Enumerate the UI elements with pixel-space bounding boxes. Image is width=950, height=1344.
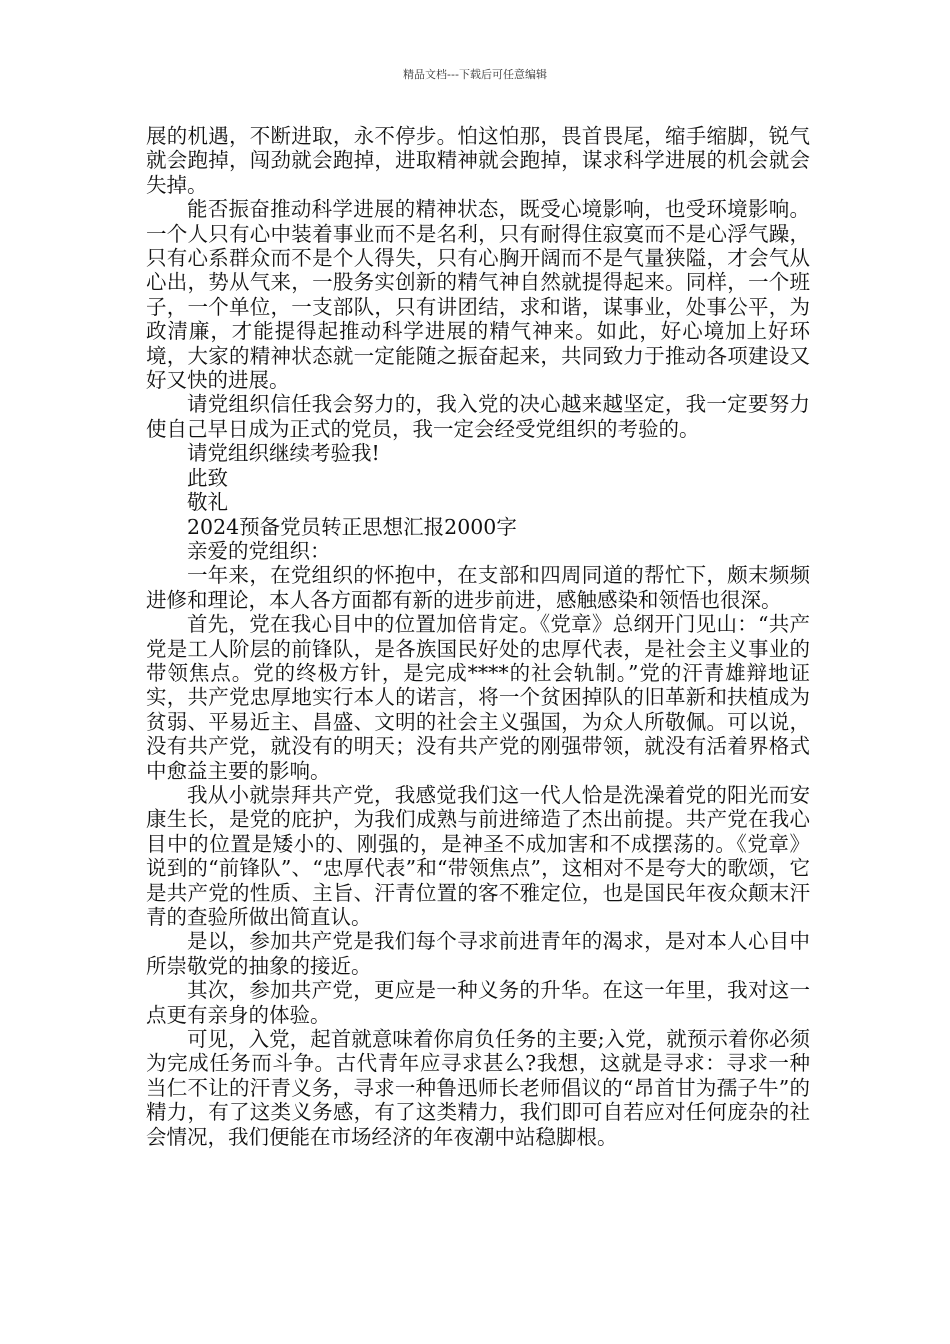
greeting: 亲爱的党组织： bbox=[187, 538, 331, 563]
paragraph: 我从小就崇拜共产党，我感觉我们这一代人恰是洗澡着党的阳光而安康生长，是党的庇护，为我们成熟与前进缔造了杰出前提。共产党在我心目中的位置是矮小的、刚强的，是神圣不成加害和不成摆荡的。《党章》说到的“前锋队”、“忠厚代表”和“带领焦点”，这相对不是夸大的歌颂，它是共产党的性质、主旨、汗青位置的客不雅定位，也是国民年夜众颠末汗青的查验所做出简直认。 bbox=[146, 782, 810, 929]
paragraph: 是以，参加共产党是我们每个寻求前进青年的渴求，是对本人心目中所崇敬党的抽象的接近。 bbox=[146, 929, 810, 978]
document-body bbox=[146, 124, 810, 1149]
paragraph: 一年来，在党组织的怀抱中，在支部和四周同道的帮忙下，颇末频频进修和理论，本人各方面都有新的进步前进，感触感染和领悟也很深。 bbox=[146, 563, 810, 612]
closing-salutation: 敬礼 bbox=[187, 490, 228, 515]
paragraph: 展的机遇，不断进取，永不停步。怕这怕那，畏首畏尾，缩手缩脚，锐气就会跑掉，闯劲就会跑掉，进取精神就会跑掉，谋求科学进展的机会就会失掉。 bbox=[146, 124, 810, 197]
closing-salutation: 此致 bbox=[187, 465, 228, 490]
section-title: 2024预备党员转正思想汇报2000字 bbox=[187, 514, 517, 539]
paragraph: 其次，参加共产党，更应是一种义务的升华。在这一年里，我对这一点更有亲身的体验。 bbox=[146, 978, 810, 1027]
page-header: 精品文档---下载后可任意编辑 bbox=[403, 68, 547, 81]
paragraph: 可见，入党，起首就意味着你肩负任务的主要;入党，就预示着你必须为完成任务而斗争。古代青年应寻求甚么?我想，这就是寻求：寻求一种当仁不让的汗青义务，寻求一种鲁迅师长老师倡议的“昂首甘为孺子牛”的精力，有了这类义务感，有了这类精力，我们即可自若应对任何庞杂的社会情况，我们便能在市场经济的年夜潮中站稳脚根。 bbox=[146, 1027, 810, 1149]
paragraph: 请党组织继续考验我! bbox=[187, 441, 380, 466]
paragraph: 请党组织信任我会努力的，我入党的决心越来越坚定，我一定要努力使自己早日成为正式的党员，我一定会经受党组织的考验的。 bbox=[146, 392, 810, 441]
paragraph: 首先，党在我心目中的位置加倍肯定。《党章》总纲开门见山：“共产党是工人阶层的前锋队，是各族国民好处的忠厚代表，是社会主义事业的带领焦点。党的终极方针，是完成****的社会轨制。”党的汗青雄辩地证实，共产党忠厚地实行本人的诺言，将一个贫困掉队的旧革新和扶植成为贫弱、平易近主、昌盛、文明的社会主义强国，为众人所敬佩。可以说，没有共产党，就没有的明天；没有共产党的刚强带领，就没有活着界格式中愈益主要的影响。 bbox=[146, 612, 810, 783]
paragraph: 能否振奋推动科学进展的精神状态，既受心境影响，也受环境影响。一个人只有心中装着事业而不是名利，只有耐得住寂寞而不是心浮气躁，只有心系群众而不是个人得失，只有心胸开阔而不是气量狭隘，才会气从心出，势从气来，一股务实创新的精气神自然就提得起来。同样，一个班子，一个单位，一支部队，只有讲团结，求和谐，谋事业，处事公平，为政清廉，才能提得起推动科学进展的精气神来。如此，好心境加上好环境，大家的精神状态就一定能随之振奋起来，共同致力于推动各项建设又好又快的进展。 bbox=[146, 197, 810, 393]
